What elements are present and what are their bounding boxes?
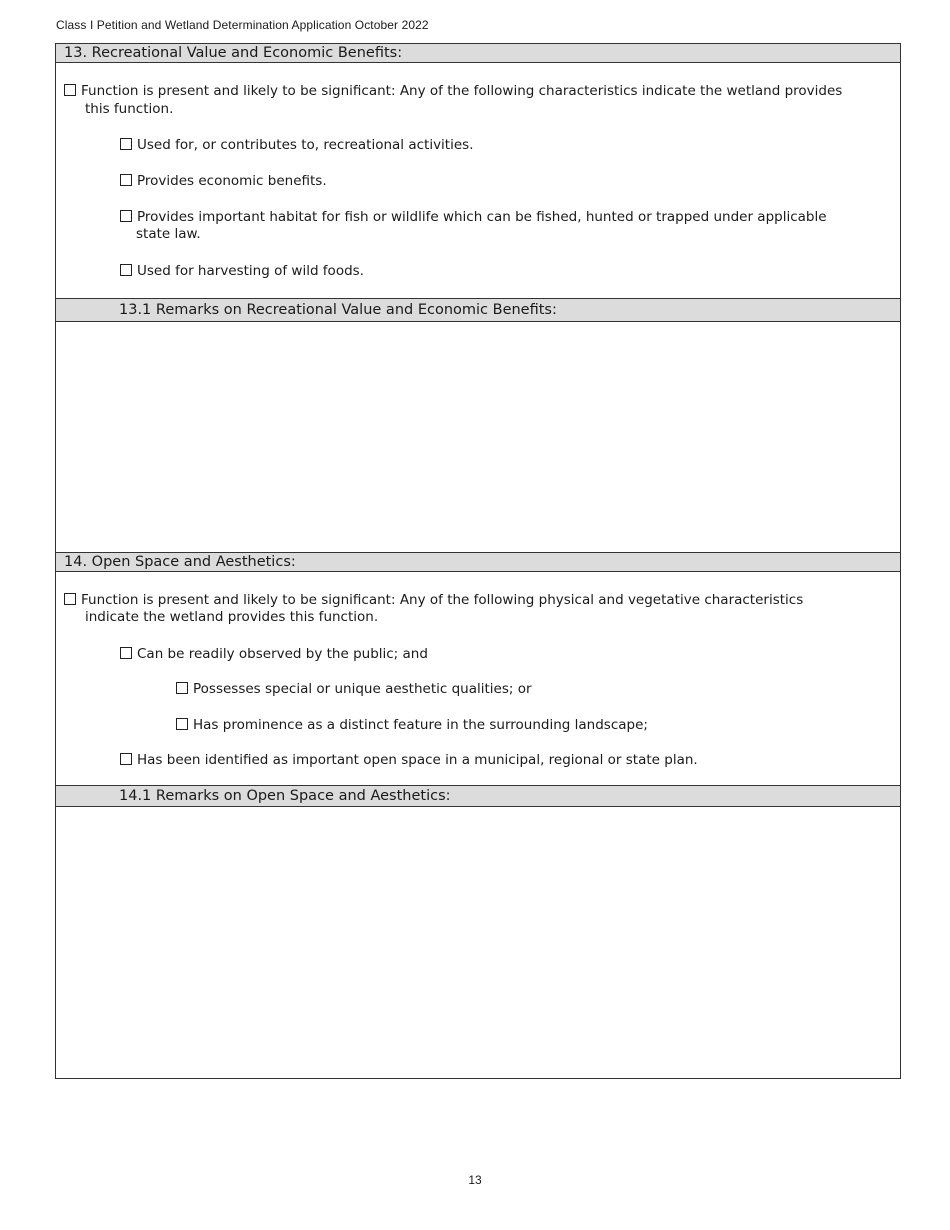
s14-open-space-plan-option[interactable]: Has been identified as important open space in a municipal, regional or state plan. xyxy=(120,752,698,769)
form-table xyxy=(55,43,901,1079)
section-14-1-title: 14.1 Remarks on Open Space and Aesthetics: xyxy=(119,788,451,804)
s13-habitat-continuation: state law. xyxy=(136,226,201,242)
section-14-1-header xyxy=(56,785,900,807)
s14-aesthetic-checkbox[interactable] xyxy=(176,682,188,694)
section-14-header xyxy=(56,552,900,572)
s14-open-space-plan-checkbox[interactable] xyxy=(120,753,132,765)
s14-function-present-option[interactable]: Function is present and likely to be significant: Any of the following physical and vegetative characteristics xyxy=(64,592,803,609)
s14-intro-continuation: indicate the wetland provides this function. xyxy=(85,609,379,625)
s13-economic-checkbox[interactable] xyxy=(120,174,132,186)
section-13-title: 13. Recreational Value and Economic Benefits: xyxy=(64,45,403,61)
s13-recreational-checkbox[interactable] xyxy=(120,138,132,150)
section-13-header xyxy=(56,43,900,63)
s14-observed-checkbox[interactable] xyxy=(120,647,132,659)
s13-function-present-checkbox[interactable] xyxy=(64,84,76,96)
s13-habitat-option[interactable]: Provides important habitat for fish or wildlife which can be fished, hunted or trapped under applicable xyxy=(120,209,827,226)
s14-remarks-field[interactable] xyxy=(56,807,900,1077)
s13-function-present-option[interactable]: Function is present and likely to be significant: Any of the following characteristics indicate the wetland provides xyxy=(64,83,842,100)
s14-function-present-checkbox[interactable] xyxy=(64,593,76,605)
page-number: 13 xyxy=(468,1173,482,1187)
s14-aesthetic-option[interactable]: Possesses special or unique aesthetic qualities; or xyxy=(176,681,532,698)
s13-wild-foods-checkbox[interactable] xyxy=(120,264,132,276)
section-14-title: 14. Open Space and Aesthetics: xyxy=(64,554,296,570)
s14-prominence-option[interactable]: Has prominence as a distinct feature in the surrounding landscape; xyxy=(176,717,648,734)
running-header: Class I Petition and Wetland Determination Application October 2022 xyxy=(56,18,429,32)
s13-wild-foods-option[interactable]: Used for harvesting of wild foods. xyxy=(120,263,364,280)
s13-economic-option[interactable]: Provides economic benefits. xyxy=(120,173,327,190)
section-13-1-title: 13.1 Remarks on Recreational Value and Economic Benefits: xyxy=(119,302,557,318)
s13-habitat-checkbox[interactable] xyxy=(120,210,132,222)
section-13-1-header xyxy=(56,298,900,322)
s14-prominence-checkbox[interactable] xyxy=(176,718,188,730)
s13-recreational-option[interactable]: Used for, or contributes to, recreational activities. xyxy=(120,137,474,154)
s14-observed-option[interactable]: Can be readily observed by the public; and xyxy=(120,646,428,663)
s13-intro-continuation: this function. xyxy=(85,101,174,117)
s13-remarks-field[interactable] xyxy=(56,322,900,552)
